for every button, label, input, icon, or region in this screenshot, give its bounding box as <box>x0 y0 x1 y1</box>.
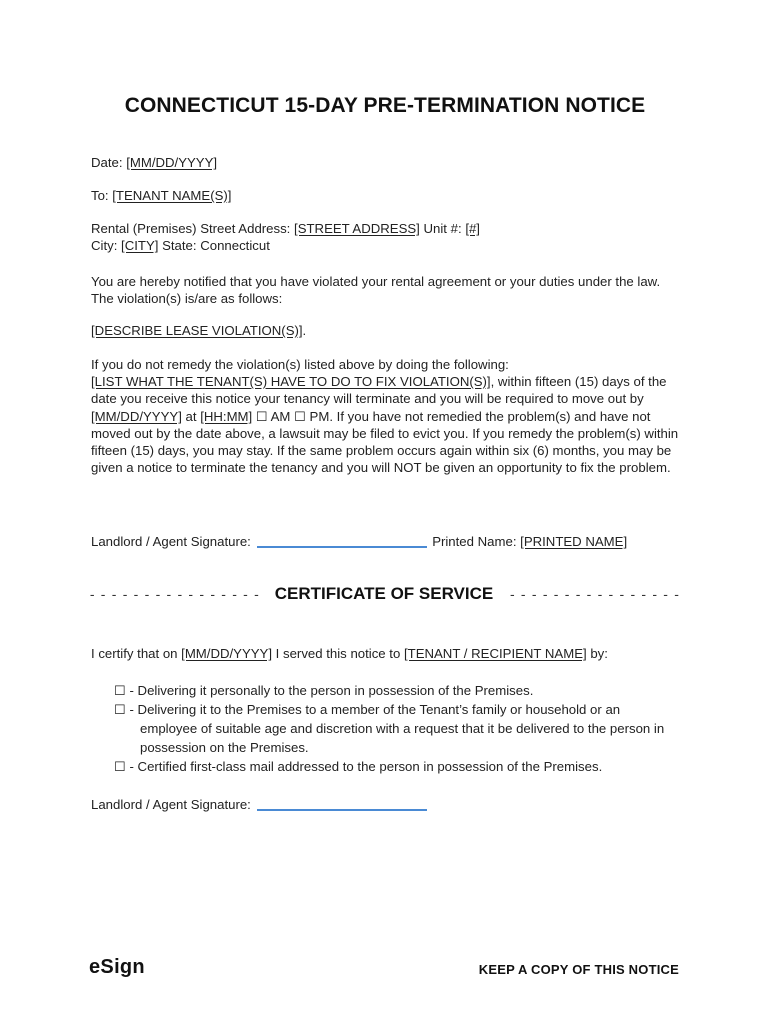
violation-line: [DESCRIBE LEASE VIOLATION(S)]. <box>91 323 307 338</box>
certificate-signature-line <box>91 796 681 813</box>
service-method-personal[interactable] <box>114 681 674 700</box>
street-line <box>91 220 681 237</box>
to-line <box>91 187 681 204</box>
certificate-signature-field[interactable] <box>257 808 427 811</box>
keep-copy-note: KEEP A COPY OF THIS NOTICE <box>478 962 679 977</box>
date-label: Date: <box>91 155 123 170</box>
signature-line <box>91 533 681 550</box>
to-label: To: <box>91 188 109 203</box>
service-method-mail[interactable] <box>114 757 674 776</box>
certify-text-1: I certify that on <box>91 646 182 661</box>
certify-text-3: by: <box>586 646 608 661</box>
violation-field[interactable]: [DESCRIBE LEASE VIOLATION(S)] <box>91 323 303 338</box>
state-text: State: Connecticut <box>162 238 270 254</box>
date-line <box>91 154 681 171</box>
street-label: Rental (Premises) Street Address: <box>91 221 291 236</box>
service-date-field[interactable]: [MM/DD/YYYY] <box>181 646 273 661</box>
remedy-text-2: If you have not remedied the problem(s) and have not moved out by the date above, a lawsuit may be filed to evict you. If you remedy the problem(s) within fifteen (15) days, you may stay. If the same problem occurs again within six (6) months, you may be given a notice to terminate the tenancy and you will NOT be given an opportunity to fix the problem. <box>91 408 679 476</box>
remedy-paragraph <box>91 356 681 476</box>
service-methods-list <box>114 681 674 776</box>
certificate-header <box>0 584 770 604</box>
printed-name-label: Printed Name: <box>432 534 517 549</box>
notice-intro: You are hereby notified that you have violated your rental agreement or your duties under the law. The violation(s) is/are as follows: <box>91 274 661 307</box>
recipient-name-field[interactable]: [TENANT / RECIPIENT NAME] <box>403 646 587 661</box>
date-field[interactable]: [MM/DD/YYYY] <box>126 155 218 170</box>
street-address-field[interactable]: [STREET ADDRESS] <box>294 221 420 236</box>
certify-line <box>91 645 681 662</box>
fix-violation-field[interactable]: [LIST WHAT THE TENANT(S) HAVE TO DO TO FIX VIOLATION(S)] <box>91 374 491 390</box>
divider-dashes-right: - - - - - - - - - - - - - - - - <box>509 586 681 602</box>
page-title: CONNECTICUT 15-DAY PRE-TERMINATION NOTICE <box>124 94 646 117</box>
signature-label: Landlord / Agent Signature: <box>91 534 251 549</box>
remedy-intro: If you do not remedy the violation(s) listed above by doing the following: <box>91 357 509 372</box>
remedy-body <box>91 373 681 476</box>
signature-field[interactable] <box>257 545 427 548</box>
esign-logo: eSign <box>89 956 145 978</box>
unit-field[interactable]: [#] <box>465 221 480 236</box>
printed-name-field[interactable]: [PRINTED NAME] <box>520 534 628 549</box>
method-text: ☐ - Certified first-class mail addressed to the person in possession of the Premises. <box>114 759 603 774</box>
move-out-time-field[interactable]: [HH:MM] <box>200 408 253 424</box>
city-field[interactable]: [CITY] <box>121 238 159 254</box>
tenant-name-field[interactable]: [TENANT NAME(S)] <box>112 188 232 203</box>
certificate-signature-label: Landlord / Agent Signature: <box>91 797 251 812</box>
service-method-household[interactable] <box>114 700 674 757</box>
unit-label: Unit #: <box>423 221 462 236</box>
city-line <box>91 237 681 254</box>
certificate-title: CERTIFICATE OF SERVICE <box>274 584 494 603</box>
address-block <box>91 220 681 254</box>
at-text: at <box>181 408 201 424</box>
remedy-text-1: , within fifteen (15) days of the date you receive this notice your tenancy will terminate and you will be required to move out by <box>91 374 667 407</box>
city-label: City: <box>91 238 118 254</box>
divider-dashes-left: - - - - - - - - - - - - - - - - <box>89 586 260 602</box>
method-text: ☐ - Delivering it to the Premises to a member of the Tenant’s family or household or an employee of suitable age and discretion with a request that it be delivered to the person in possession on the Premises. <box>114 702 665 755</box>
method-text: ☐ - Delivering it personally to the person in possession of the Premises. <box>114 683 534 698</box>
move-out-date-field[interactable]: [MM/DD/YYYY] <box>91 408 182 424</box>
certify-text-2: I served this notice to <box>272 646 404 661</box>
am-pm-checkboxes[interactable]: ☐ AM ☐ PM. <box>252 408 334 424</box>
